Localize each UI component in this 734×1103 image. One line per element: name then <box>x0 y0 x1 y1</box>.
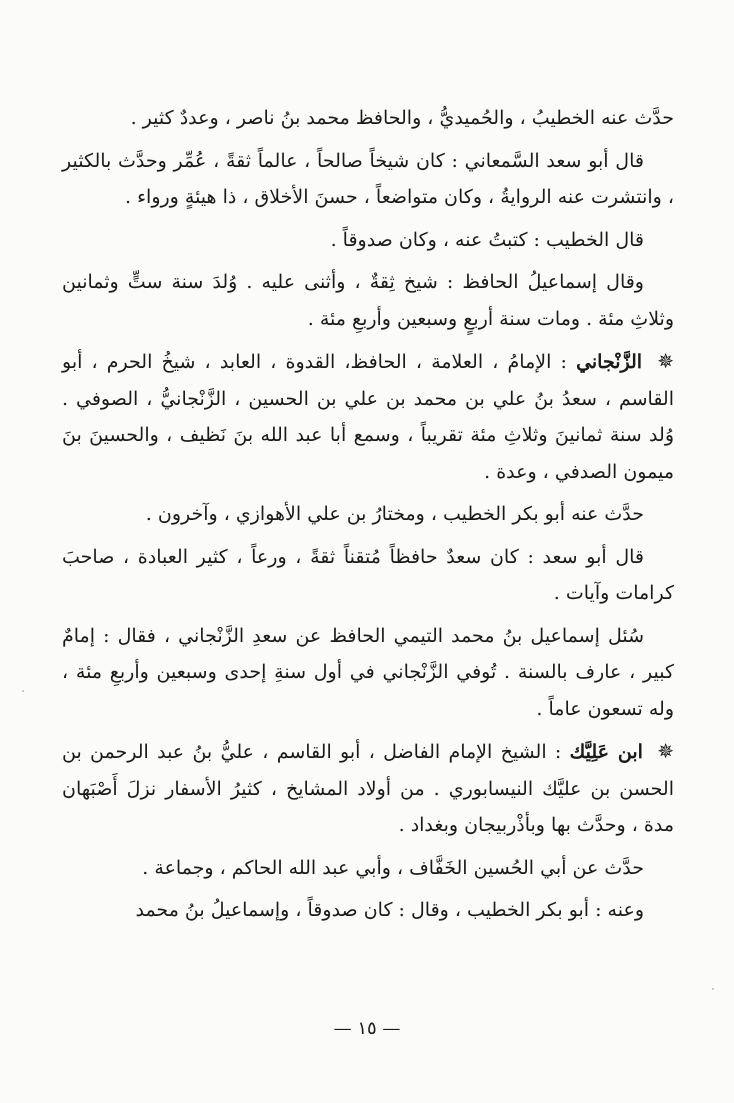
scan-speck <box>712 988 714 990</box>
paragraph-8: سُئل إسماعيل بنُ محمد التيمي الحافظ عن سعدِ الزَّنْجاني ، فقال : إمامٌ كبير ، عارف بالسنة . تُوفي الزَّنْجاني في أول سنةِ إحدى وسبعين وأربعِ مئة ، وله تسعون عاماً . <box>62 624 674 720</box>
paragraph-3: قال الخطيب : كتبتُ عنه ، وكان صدوقاً . <box>330 228 644 251</box>
paragraph-6: حدَّث عنه أبو بكر الخطيب ، ومختارُ بن علي الأهوازي ، وآخرون . <box>145 503 644 525</box>
paragraph-4: وقال إسماعيلُ الحافظ : شيخ ثِقةٌ ، وأثنى عليه . وُلدَ سنة ستٍّ وثمانين وثلاثِ مئة . ومات سنة أربعٍ وسبعين وأربعِ مئة . <box>62 271 674 330</box>
entry-ibn-aliyyak <box>62 733 674 844</box>
star-bullet-icon: ✵ <box>657 739 674 763</box>
page-number: — ١٥ — <box>333 1018 401 1039</box>
entry-text: : الإمامُ ، العلامة ، الحافظ، القدوة ، العابد ، شيخُ الحرم ، أبو القاسم ، سعدُ بنُ علي بن محمد بن علي بن الحسين ، الزَّنْجانيُّ ، الصوفي . وُلد سنة ثمانينَ وثلاثِ مئة تقريباً ، وسمع أبا عبد الله بنَ نَظيف ، والحسينَ بنَ ميمون الصدفي ، وعدة . <box>62 351 674 483</box>
star-bullet-icon: ✵ <box>657 349 674 373</box>
entry-heading: الزَّنْجاني <box>576 351 643 373</box>
paragraph-1: حدَّث عنه الخطيبُ ، والحُميديُّ ، والحافظ محمد بنُ ناصر ، وعددٌ كثير . <box>130 107 674 129</box>
paragraph-10: حدَّث عن أبي الحُسين الخَفَّاف ، وأبي عبد الله الحاكم ، وجماعة . <box>142 856 644 879</box>
paragraph-2: قال أبو سعد السَّمعاني : كان شيخاً صالحاً ، عالماً ثقةً ، عُمِّر وحدَّث بالكثير ، وانتشرت عنه الروايةُ ، وكان متواضعاً ، حسنَ الأخلاق ، ذا هيئةٍ ورواء . <box>62 149 674 208</box>
entry-heading: ابن عَلِيَّك <box>569 741 643 763</box>
entry-zanjani <box>62 343 674 490</box>
paragraph-7: قال أبو سعد : كان سعدٌ حافظاً مُتقناً ثقةً ، ورعاً ، كثير العبادة ، صاحبَ كرامات وآيات . <box>62 545 674 604</box>
entry-text: : الشيخ الإمام الفاضل ، أبو القاسم ، عليُّ بنُ عبد الرحمن بن الحسن بن عليَّك النيسابوري . من أولاد المشايخ ، كثيرُ الأسفار نزلَ أَصْبَهان مدة ، وحدَّث بها وبأذْربيجان وبغداد . <box>62 741 674 836</box>
scan-speck <box>22 690 24 692</box>
page-body <box>62 100 674 1060</box>
paragraph-11: وعنه : أبو بكر الخطيب ، وقال : كان صدوقاً ، وإسماعيلُ بنُ محمد <box>135 899 644 921</box>
